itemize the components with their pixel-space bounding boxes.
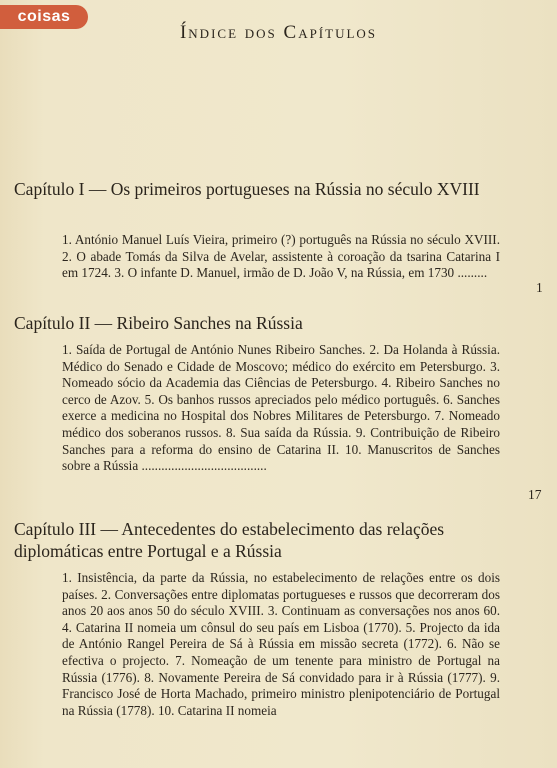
chapter-1-heading: Capítulo I — Os primeiros portugueses na Rússia no século XVIII	[14, 179, 480, 199]
chapter-2-page-number: 17	[528, 487, 542, 502]
chapter-2-heading: Capítulo II — Ribeiro Sanches na Rússia	[14, 313, 303, 333]
chapter-1-entries: 1. António Manuel Luís Vieira, primeiro (?) português na Rússia no século XVIII. 2. O abade Tomás da Silva de Avelar, assistente à coroação da tsarina Catarina I em 1724. 3. O infante D. Manuel, irmão de D. João V, na Rússia, em 1730 .........	[62, 232, 500, 281]
chapter-1-page-number: 1	[536, 280, 543, 295]
chapter-2-entries: 1. Saída de Portugal de António Nunes Ribeiro Sanches. 2. Da Holanda à Rússia. Médico do Senado e Cidade de Moscovo; médico do exército em Petersburgo. 3. Nomeado sócio da Academia das Ciências de Petersburgo. 4. Ribeiro Sanches no cerco de Azov. 5. Os banhos russos apreciados pelo médico português. 6. Sanches exerce a medicina no Hospital dos Nobres Militares de Petersburgo. 7. Nomeado médico dos soberanos russos. 8. Sua saída da Rússia. 9. Contribuição de Ribeiro Sanches para a reforma do ensino de Catarina II. 10. Manuscritos de Sanches sobre a Rússia ......................................	[62, 342, 500, 474]
chapter-3-heading: Capítulo III — Antecedentes do estabelecimento das relações diplomáticas entre Portugal e a Rússia	[14, 519, 445, 561]
chapter-3-entries: 1. Insistência, da parte da Rússia, no estabelecimento de relações entre os dois países. 2. Conversações entre diplomatas portugueses e russos que decorreram dos anos 20 aos anos 50 do século XVIII. 3. Continuam as conversações nos anos 60. 4. Catarina II nomeia um cônsul do seu país em Lisboa (1770). 5. Projecto da ida de António Rangel Pereira de Sá à Rússia em missão secreta (1772). 6. Não se efectiva o projecto. 7. Nomeação de um tenente para ministro de Portugal na Rússia (1776). 8. Novamente Pereira de Sá convidado para ir à Rússia (1777). 9. Francisco José de Horta Machado, primeiro ministro plenipotenciário de Portugal na Rússia (1778). 10. Catarina II nomeia	[62, 570, 500, 718]
site-badge-label: coisas	[17, 8, 71, 25]
page-title: Índice dos Capítulos	[179, 22, 378, 43]
